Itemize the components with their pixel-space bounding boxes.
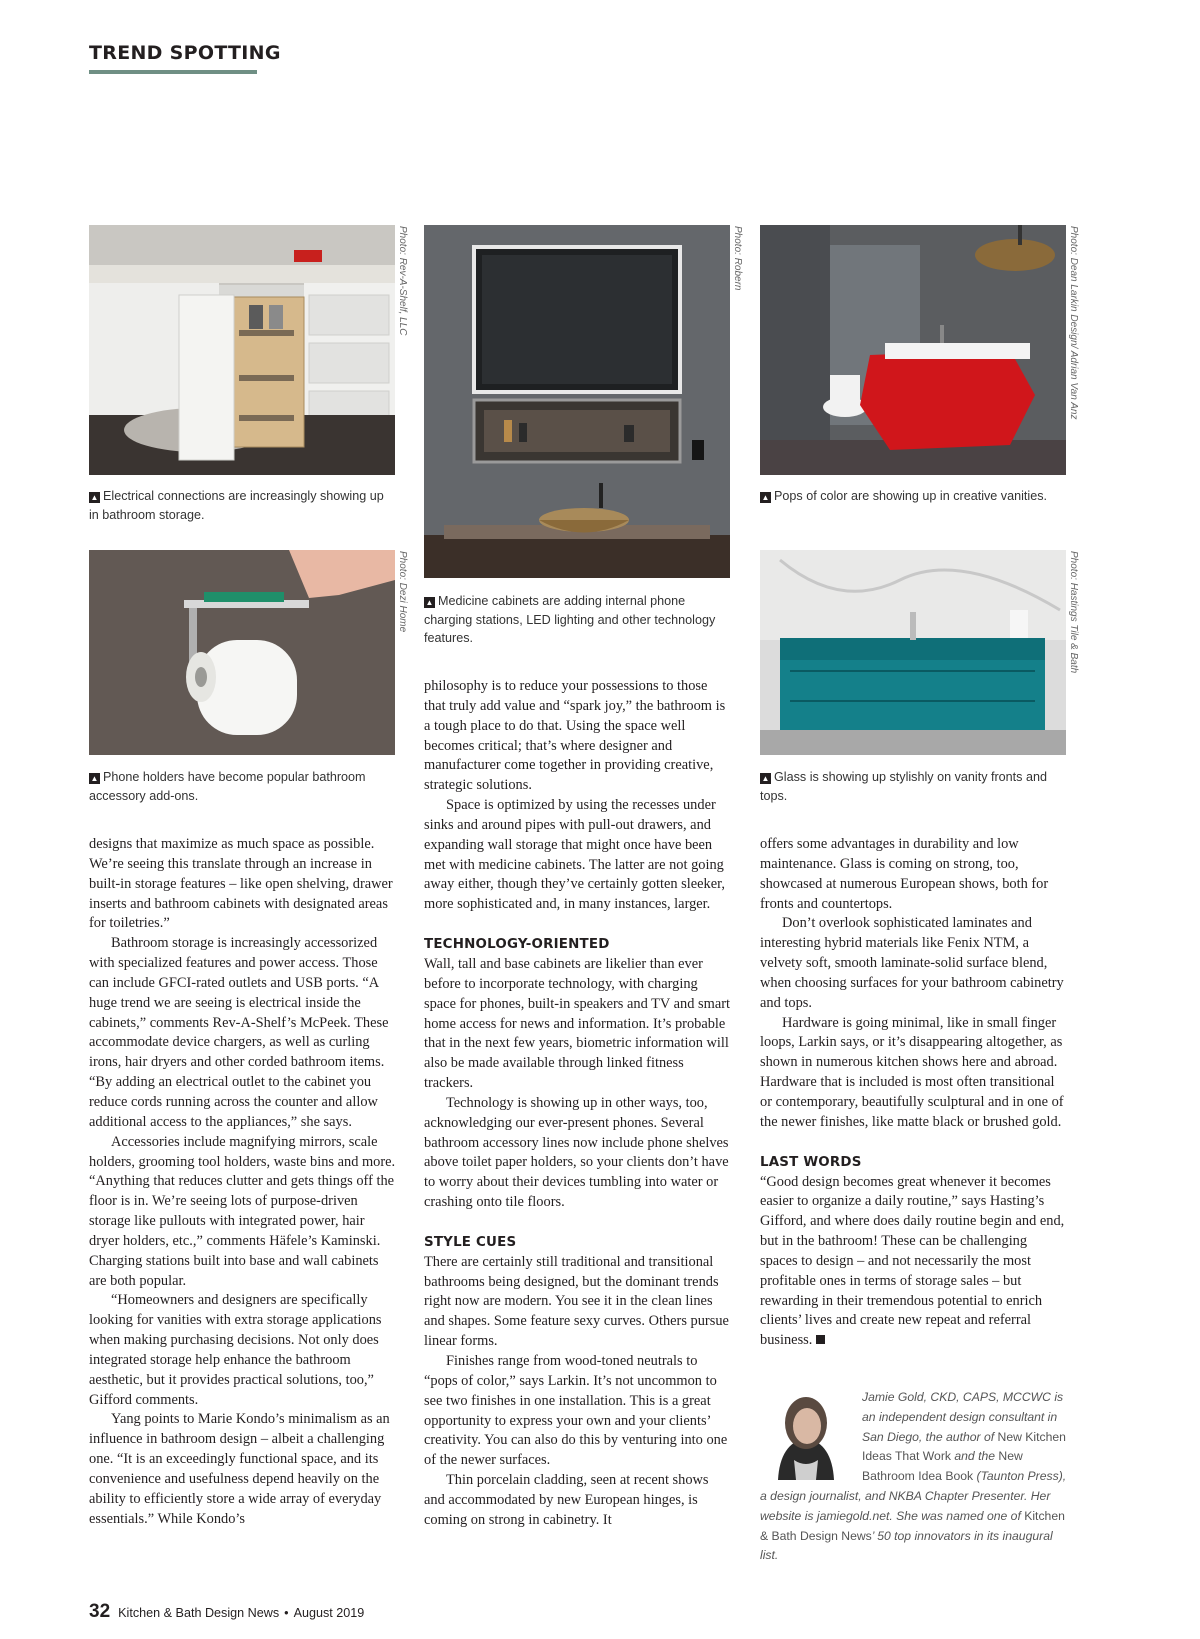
photo-credit-red-vanity: Photo: Dean Larkin Design/ Adrian Van Anz	[1068, 226, 1079, 420]
photo-storage-pullout	[89, 225, 395, 475]
subhead-last-words: LAST WORDS	[760, 1154, 862, 1170]
paragraph: Accessories include magnifying mirrors, scale holders, grooming tool holders, waste bins and more. “Anything that reduces clutter and gets things off the floor is in. We’re seeing lots of purpose-driven storage like pullouts with integrated power, hair dryer holders, etc.,” comments Häfele’s Kaminski. Charging stations built into base and wall cabinets are both popular.	[89, 1133, 396, 1289]
paragraph: Finishes range from wood-toned neutrals to “pops of color,” says Larkin. It’s not uncommon to see two finishes in one installation. This is a great opportunity to express your own and your clients’ creativity. You can also do this by venturing into one of the newer surfaces.	[424, 1353, 728, 1469]
page-footer	[89, 1601, 364, 1623]
arrow-up-icon: ▲	[425, 598, 434, 607]
section-underline	[89, 70, 257, 74]
caption-glass-vanity	[760, 768, 1060, 805]
issue-date: August 2019	[293, 1606, 365, 1620]
paragraph: designs that maximize as much space as possible. We’re seeing this translate through an increase in built-in storage features – like open shelving, drawer inserts and bathroom cabinets with designated areas for toiletries.”	[89, 836, 393, 932]
caption-phone-holder	[89, 768, 389, 805]
author-headshot	[760, 1388, 852, 1480]
caption-medicine	[424, 592, 724, 648]
caption-medicine-text: Medicine cabinets are adding internal phone charging stations, LED lighting and other technology features.	[424, 594, 716, 645]
red-vanity-shape	[860, 350, 1035, 450]
page-number: 32	[89, 1601, 111, 1622]
paragraph: Hardware is going minimal, like in small finger loops, Larkin says, or it’s disappearing altogether, as shown in numerous kitchen shows here and abroad. Hardware that is included is most often transitional or contemporary, beautifully sculptural and in one of the newer finishes, like matte black or brushed gold.	[760, 1014, 1064, 1130]
paragraph: Don’t overlook sophisticated laminates and interesting hybrid materials like Fenix NTM, a velvety soft, smooth laminate-solid surface blend, when choosing surfaces for your bathroom cabinetry and tops.	[760, 915, 1064, 1011]
paragraph: There are certainly still traditional and transitional bathrooms being designed, but the dominant trends right now are modern. You see it in the clean lines and shapes. Some feature sexy curves. Others pursue linear forms.	[424, 1253, 729, 1350]
photo-phone-holder	[89, 550, 395, 755]
paragraph: Thin porcelain cladding, seen at recent shows and accommodated by new European hinges, is coming on strong in cabinetry. It	[424, 1472, 709, 1528]
caption-phone-holder-text: Phone holders have become popular bathroom accessory add-ons.	[89, 770, 366, 803]
caption-red-vanity	[760, 487, 1060, 506]
paragraph-final: “Good design becomes great whenever it becomes easier to organize a daily routine,” says Hasting’s Gifford, and where does daily routine begin and end, but in the bathroom! These can be challenging spaces to design – and not necessarily the most profitable ones in terms of storage sales – but rewarding in their tremendous potential to enrich clients’ lives and create new repeat and referral business.	[760, 1173, 1065, 1349]
paragraph: Space is optimized by using the recesses under sinks and around pipes with pull-out drawers, and expanding wall storage that might once have been met with medicine cabinets. The latter are not going away either, though they’ve certainly gotten sleeker, more sophisticated and, in many instances, larger.	[424, 797, 725, 913]
article-column-3	[760, 835, 1068, 1351]
photo-medicine-cabinet	[424, 225, 730, 578]
caption-storage	[89, 487, 389, 524]
photo-credit-phone-holder: Photo: Dezi Home	[397, 551, 408, 633]
article-column-1	[89, 835, 397, 1530]
paragraph: Bathroom storage is increasingly accessorized with specialized features and power access. Those can include GFCI-rated outlets and USB ports. “A huge trend we are seeing is electrical inside the cabinets,” comments Rev-A-Shelf’s McPeek. These accommodate device chargers, as well as curling irons, hair dryers and other corded bathroom items. “By adding an electrical outlet to the cabinet you reduce cords running across the counter and allow additional access to the appliances,” she says.	[89, 935, 389, 1130]
paragraph: Yang points to Marie Kondo’s minimalism as an influence in bathroom design – albeit a challenging one. “It is an exceedingly functional space, and its convenience and usefulness depend heavily on the ability to efficiently store a wide array of everyday essentials.” While Kondo’s	[89, 1411, 390, 1527]
paragraph: offers some advantages in durability and low maintenance. Glass is coming on strong, too, showcased at numerous European shows, both for fronts and countertops.	[760, 836, 1049, 912]
arrow-up-icon: ▲	[761, 774, 770, 783]
arrow-up-icon: ▲	[90, 493, 99, 502]
paragraph: philosophy is to reduce your possessions to those that truly add value and “spark joy,” the bathroom is a tough place to do that. Using the space well becomes critical; that’s where designer and manufacturer come together in providing creative, strategic solutions.	[424, 678, 726, 794]
paragraph: Wall, tall and base cabinets are likelier than ever before to incorporate technology, with charging space for phones, built-in speakers and TV and smart home access for news and information. It’s probable that in the next few years, biometric information will also be made available through linked fitness trackers.	[424, 955, 730, 1092]
photo-credit-glass-vanity: Photo: Hastings Tile & Bath	[1068, 551, 1079, 674]
author-bio: Jamie Gold, CKD, CAPS, MCCWC is an independent design consultant in San Diego, the author of New Kitchen Ideas That Work and the New Bathroom Idea Book (Taunton Press), a design journalist, and NKBA Chapter Presenter. Her website is jamiegold.net. She was named one of Kitchen & Bath Design News’ 50 top innovators in its inaugural list.	[760, 1390, 1067, 1563]
arrow-up-icon: ▲	[90, 774, 99, 783]
paragraph: Technology is showing up in other ways, too, acknowledging our ever-present phones. Several bathroom accessory lines now include phone shelves above toilet paper holders, so your clients don’t have to worry about their devices tumbling into water or crashing onto tile floors.	[424, 1094, 729, 1211]
photo-credit-storage: Photo: Rev-A-Shelf, LLC	[397, 226, 408, 336]
photo-red-vanity	[760, 225, 1066, 475]
article-column-2	[424, 677, 732, 1531]
section-title: TREND SPOTTING	[89, 42, 281, 64]
end-mark-icon	[816, 1335, 825, 1344]
photo-credit-medicine: Photo: Robern	[732, 226, 743, 291]
paragraph: “Homeowners and designers are specifically looking for vanities with extra storage applications when making purchasing decisions. Not only does integrated storage help enhance the bathroom aesthetic, but it provides practical solutions, too,” Gifford comments.	[89, 1292, 382, 1408]
photo-glass-vanity	[760, 550, 1066, 755]
caption-red-vanity-text: Pops of color are showing up in creative vanities.	[774, 489, 1048, 503]
caption-glass-vanity-text: Glass is showing up stylishly on vanity fronts and tops.	[760, 770, 1047, 803]
caption-storage-text: Electrical connections are increasingly showing up in bathroom storage.	[89, 489, 384, 522]
subhead-technology: TECHNOLOGY-ORIENTED	[424, 937, 610, 953]
arrow-up-icon: ▲	[761, 493, 770, 502]
publication-name: Kitchen & Bath Design News	[118, 1606, 280, 1620]
footer-separator: •	[284, 1606, 289, 1620]
subhead-style-cues: STYLE CUES	[424, 1234, 517, 1250]
